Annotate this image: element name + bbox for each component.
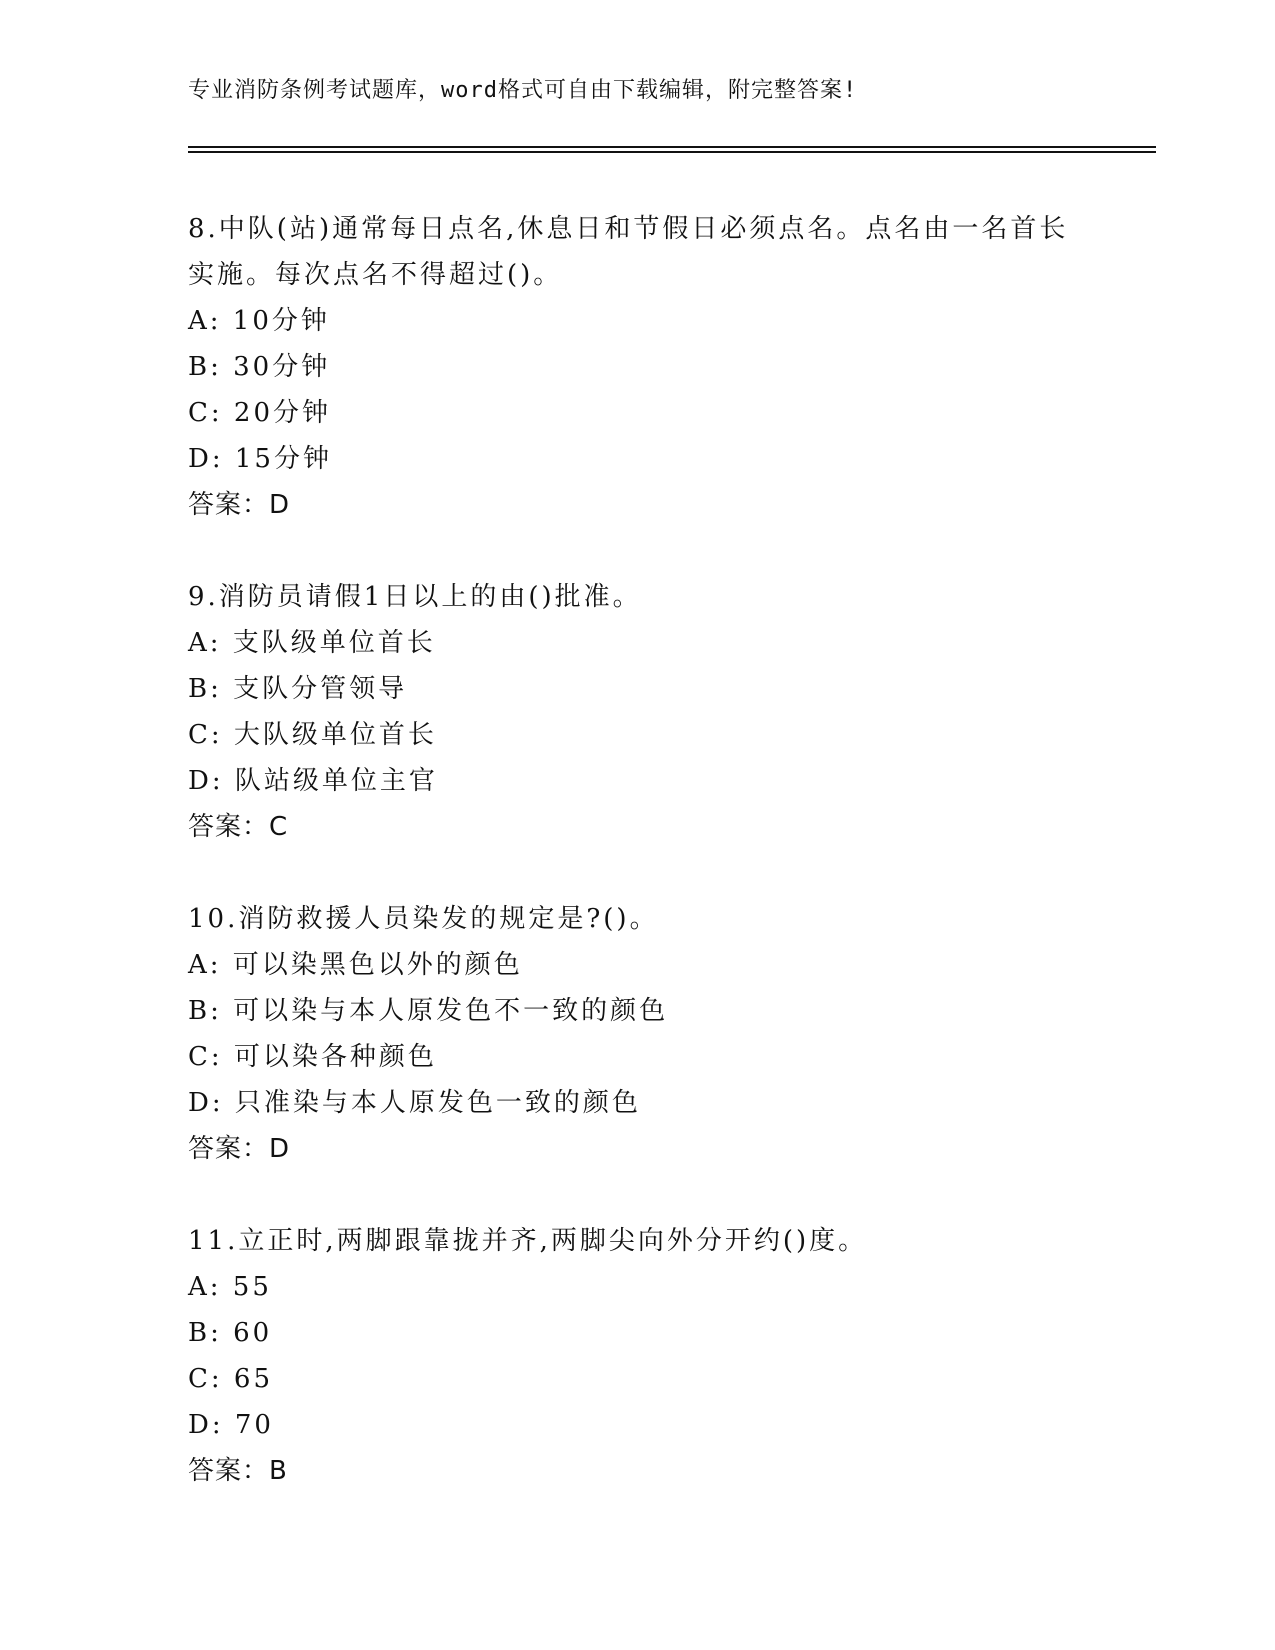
option-b: B: 可以染与本人原发色不一致的颜色 [188, 996, 669, 1026]
option-d: D: 队站级单位主官 [188, 766, 438, 796]
option-a: A: 可以染黑色以外的颜色 [188, 950, 523, 980]
option-c: C: 可以染各种颜色 [188, 1042, 437, 1072]
question-list [188, 206, 1148, 1540]
question-stem: 11.立正时,两脚跟靠拢并齐,两脚尖向外分开约()度。 [188, 1226, 868, 1256]
answer-line: 答案：D [188, 1134, 291, 1164]
answer-line: 答案：D [188, 490, 291, 520]
option-c: C: 65 [188, 1364, 274, 1394]
question-9 [188, 574, 1148, 850]
question-stem: 10.消防救援人员染发的规定是?()。 [188, 904, 659, 934]
option-b: B: 30分钟 [188, 352, 331, 382]
option-b: B: 支队分管领导 [188, 674, 408, 704]
question-8 [188, 206, 1148, 528]
option-a: A: 支队级单位首长 [188, 628, 436, 658]
option-c: C: 大队级单位首长 [188, 720, 437, 750]
option-d: D: 只准染与本人原发色一致的颜色 [188, 1088, 641, 1118]
option-c: C: 20分钟 [188, 398, 332, 428]
option-a: A: 10分钟 [188, 306, 330, 336]
option-a: A: 55 [188, 1272, 272, 1302]
option-d: D: 70 [188, 1410, 274, 1440]
option-b: B: 60 [188, 1318, 273, 1348]
option-d: D: 15分钟 [188, 444, 332, 474]
question-11 [188, 1218, 1148, 1494]
question-stem: 9.消防员请假1日以上的由()批准。 [188, 582, 642, 612]
answer-line: 答案：C [188, 812, 289, 842]
header-rule-bottom [188, 151, 1156, 153]
question-stem: 8.中队(站)通常每日点名,休息日和节假日必须点名。点名由一名首长实施。每次点名不得超过()。 [188, 214, 1069, 290]
answer-line: 答案：B [188, 1456, 288, 1486]
page-header: 专业消防条例考试题库，word格式可自由下载编辑，附完整答案! [188, 78, 858, 103]
question-10 [188, 896, 1148, 1172]
header-rule-top [188, 146, 1156, 148]
